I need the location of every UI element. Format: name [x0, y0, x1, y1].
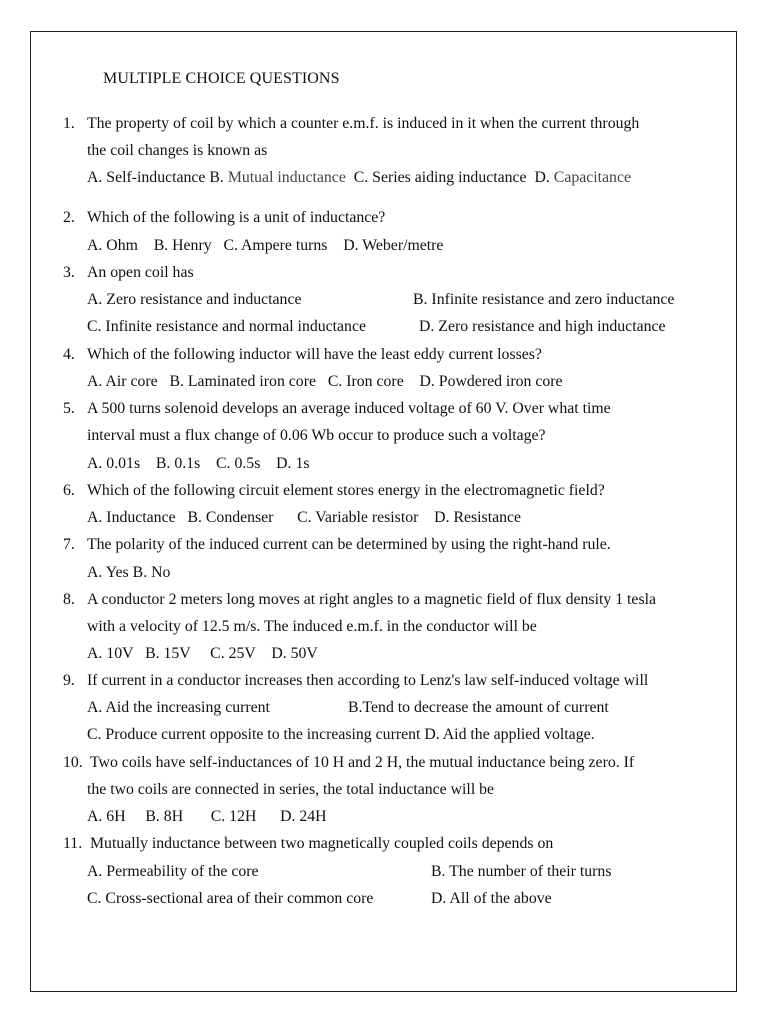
question-7-options: A. Yes B. No	[87, 564, 171, 581]
question-5-text-line-2: interval must a flux change of 0.06 Wb occur to produce such a voltage?	[87, 427, 546, 444]
question-3-option-a: A. Zero resistance and inductance	[87, 291, 302, 308]
question-8-text-line-1: A conductor 2 meters long moves at right angles to a magnetic field of flux density 1 tesla	[87, 591, 656, 608]
question-3-option-c: C. Infinite resistance and normal inductance	[87, 318, 366, 335]
option-text: C. Series aiding inductance D.	[345, 169, 554, 186]
question-8-text-line-2: with a velocity of 12.5 m/s. The induced e.m.f. in the conductor will be	[87, 618, 537, 635]
question-4-options: A. Air core B. Laminated iron core C. Iron core D. Powdered iron core	[87, 373, 563, 390]
question-1-options	[87, 168, 631, 188]
question-1-text-line-1: The property of coil by which a counter e.m.f. is induced in it when the current through	[87, 115, 640, 132]
page-title: MULTIPLE CHOICE QUESTIONS	[103, 70, 340, 87]
question-10-number: 10.	[63, 754, 83, 771]
question-11-option-c: C. Cross-sectional area of their common core	[87, 890, 374, 907]
question-3-number: 3.	[63, 264, 75, 281]
option-text: Capacitance	[553, 169, 631, 186]
question-4-text-line-1: Which of the following inductor will have the least eddy current losses?	[87, 346, 542, 363]
question-6-options: A. Inductance B. Condenser C. Variable resistor D. Resistance	[87, 509, 522, 526]
question-3-option-d: D. Zero resistance and high inductance	[419, 318, 666, 335]
question-5-text-line-1: A 500 turns solenoid develops an average induced voltage of 60 V. Over what time	[87, 400, 611, 417]
question-3-option-b: B. Infinite resistance and zero inductance	[413, 291, 675, 308]
question-10-options: A. 6H B. 8H C. 12H D. 24H	[87, 808, 327, 825]
question-4-number: 4.	[63, 346, 75, 363]
question-1-text-line-2: the coil changes is known as	[87, 142, 268, 159]
question-9-number: 9.	[63, 672, 75, 689]
question-6-number: 6.	[63, 482, 75, 499]
question-5-number: 5.	[63, 400, 75, 417]
question-8-options: A. 10V B. 15V C. 25V D. 50V	[87, 645, 318, 662]
question-11-number: 11.	[63, 835, 83, 852]
question-7-number: 7.	[63, 536, 75, 553]
question-9-text-line-1: If current in a conductor increases then according to Lenz's law self-induced voltage will	[87, 672, 649, 689]
question-11-option-a: A. Permeability of the core	[87, 863, 259, 880]
question-5-options: A. 0.01s B. 0.1s C. 0.5s D. 1s	[87, 455, 310, 472]
question-9-option-cd: C. Produce current opposite to the increasing current D. Aid the applied voltage.	[87, 726, 595, 743]
question-10-text-line-2: the two coils are connected in series, the total inductance will be	[87, 781, 495, 798]
question-11-option-d: D. All of the above	[431, 890, 552, 907]
question-11-text-line-1: Mutually inductance between two magnetically coupled coils depends on	[90, 835, 554, 852]
option-text: A. Self-inductance B.	[87, 169, 228, 186]
question-2-text-line-1: Which of the following is a unit of inductance?	[87, 209, 386, 226]
question-10-text-line-1: Two coils have self-inductances of 10 H and 2 H, the mutual inductance being zero. If	[90, 754, 635, 771]
question-8-number: 8.	[63, 591, 75, 608]
question-11-option-b: B. The number of their turns	[431, 863, 612, 880]
question-9-option-b: B.Tend to decrease the amount of current	[348, 699, 609, 716]
question-2-number: 2.	[63, 209, 75, 226]
question-9-option-a: A. Aid the increasing current	[87, 699, 270, 716]
question-2-options: A. Ohm B. Henry C. Ampere turns D. Weber/metre	[87, 237, 444, 254]
question-6-text-line-1: Which of the following circuit element stores energy in the electromagnetic field?	[87, 482, 605, 499]
question-7-text-line-1: The polarity of the induced current can be determined by using the right-hand rule.	[87, 536, 611, 553]
question-1-number: 1.	[63, 115, 75, 132]
option-text: Mutual inductance	[227, 169, 346, 186]
question-3-text-line-1: An open coil has	[87, 264, 194, 281]
